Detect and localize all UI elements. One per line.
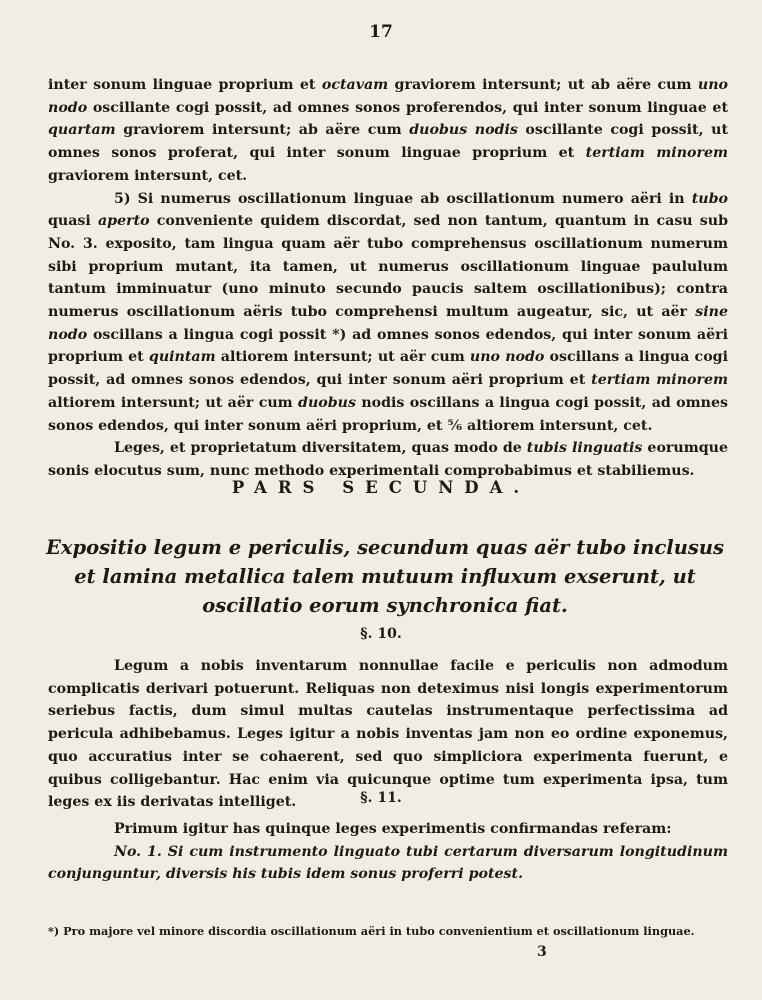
page-number: 17 — [369, 22, 393, 42]
body-block-1 — [48, 74, 728, 483]
paragraph-1: inter sonum linguae proprium et octavam graviorem intersunt; ut ab aëre cum uno nodo oscillante cogi possit, ad omnes sonos proferendos, qui inter sonum linguae et quartam graviorem intersunt; ab aëre cum duobus nodis oscillante cogi possit, ut omnes sonos proferat, qui inter sonum linguae proprium et tertiam minorem graviorem intersunt, cet. — [48, 77, 728, 184]
section-10-number: §. 10. — [360, 626, 402, 642]
signature-mark: 3 — [537, 944, 547, 960]
body-block-2: Legum a nobis inventarum nonnullae facile e periculis non admodum complicatis derivari potuerunt. Reliquas non deteximus nisi longis experimentorum seriebus factis, dum simul multas cautelas instrumentaque perfectissima ad pericula adhibebamus. Leges igitur a nobis inventas jam non eo ordine exponemus, quo accuratius inter se cohaerent, sed quo simpliciora experimenta fuerunt, e quibus colligebantur. Hac enim via quicunque optime tum experimenta ipsa, tum leges ex iis derivatas intelliget. — [48, 658, 728, 811]
paragraph-2: 5) Si numerus oscillationum linguae ab oscillationum numero aëri in tubo quasi aperto conveniente quidem discordat, sed non tantum, quantum in casu sub No. 3. exposito, tam lingua quam aër tubo comprehensus oscillationum numerum sibi proprium mutant, ita tamen, ut numerus oscillationum linguae paululum tantum imminuatur (uno minuto secundo paucis saltem oscillationibus); contra numerus oscillationum aëris tubo comprehensi multum augeatur, sic, ut aër sine nodo oscillans a lingua cogi possit *) ad omnes sonos edendos, qui inter sonum aëri proprium et quintam altiorem intersunt; ut aër cum uno nodo oscillans a lingua cogi possit, ad omnes sonos edendos, qui inter sonum aëri proprium et tertiam minorem altiorem intersunt; ut aër cum duobus nodis oscillans a lingua cogi possit, ad omnes sonos edendos, qui inter sonum aëri proprium, et ⅚ altiorem intersunt, cet. — [48, 190, 728, 434]
law-1: No. 1. Si cum instrumento linguato tubi certarum diversarum longitudinum conjunguntur, diversis his tubis idem sonus proferri potest. — [48, 843, 728, 883]
section-11-number: §. 11. — [360, 790, 402, 806]
paragraph-3: Leges, et proprietatum diversitatem, quas modo de tubis linguatis eorumque sonis elocutus sum, nunc methodo experimentali comprobabimus et stabiliemus. — [48, 440, 728, 479]
footnote: *) Pro majore vel minore discordia oscillationum aëri in tubo convenientium et oscillationum linguae. — [48, 924, 695, 938]
section-heading: Expositio legum e periculis, secundum quas aër tubo inclusus et lamina metallica talem mutuum influxum exserunt, ut oscillatio eorum synchronica fiat. — [45, 536, 725, 617]
paragraph-intro: Primum igitur has quinque leges experimentis confirmandas referam: — [114, 821, 672, 837]
pars-title: PARS SECUNDA. — [231, 478, 531, 497]
body-block-3 — [48, 818, 728, 886]
